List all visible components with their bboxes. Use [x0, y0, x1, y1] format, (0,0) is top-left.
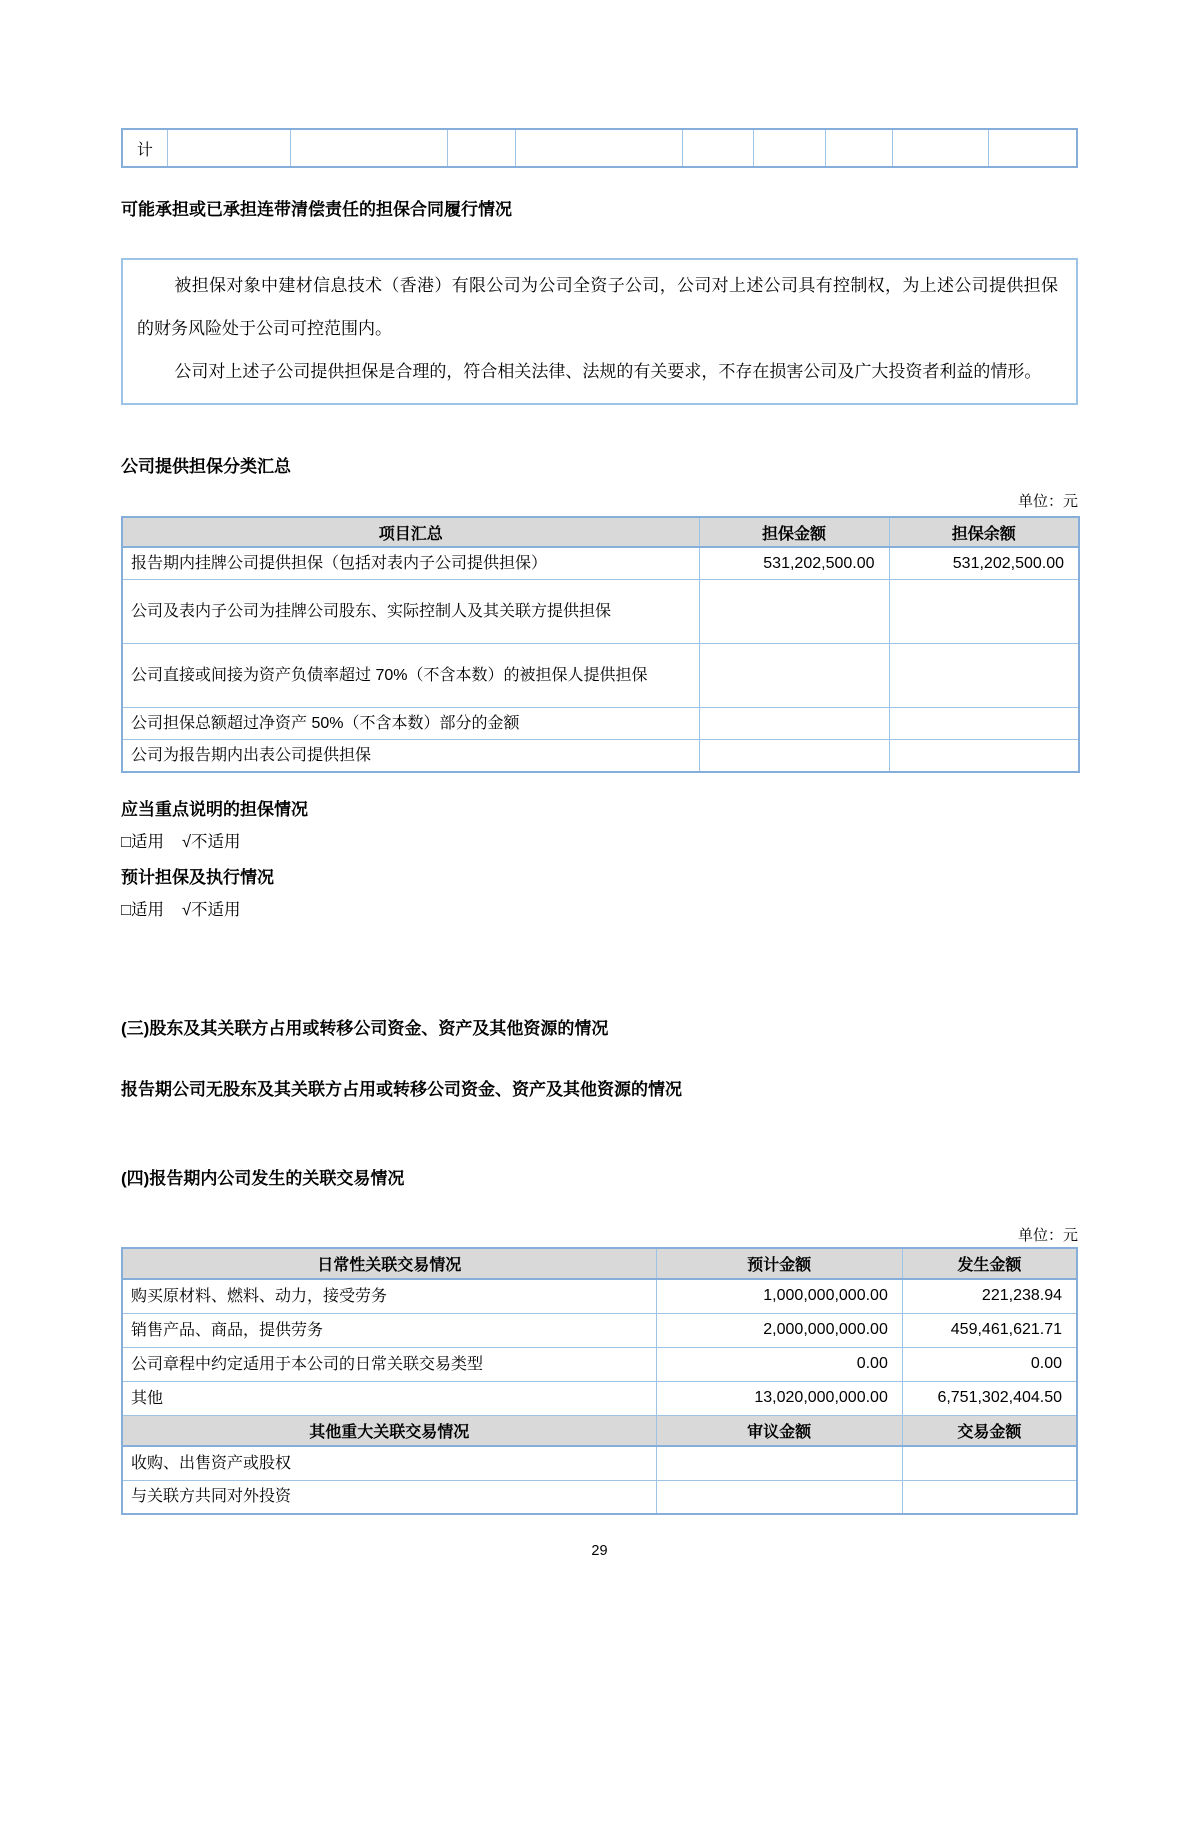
checkbox-applicable: □适用: [121, 833, 164, 851]
amount-cell: [699, 644, 889, 708]
section-heading-guarantee-contract: 可能承担或已承担连带清偿责任的担保合同履行情况: [121, 200, 512, 219]
checkbox-applicable: □适用: [121, 901, 164, 919]
expected-amount-cell: 1,000,000,000.00: [656, 1279, 902, 1313]
empty-cell: [167, 129, 291, 167]
table-row: [122, 580, 1079, 644]
item-cell: 公司担保总额超过净资产 50%（不含本数）部分的金额: [122, 708, 699, 740]
reviewed-amount-cell: [656, 1446, 902, 1480]
page-number: 29: [591, 1543, 608, 1559]
guarantee-statement-block: [121, 258, 1078, 405]
column-header: 担保金额: [699, 517, 889, 547]
actual-amount-cell: 459,461,621.71: [902, 1313, 1077, 1347]
applicability-options: [121, 899, 1078, 921]
column-header: 项目汇总: [122, 517, 699, 547]
expected-amount-cell: 0.00: [656, 1347, 902, 1381]
unit-label: 单位：元: [1017, 1227, 1078, 1244]
related-transactions-table: [121, 1247, 1078, 1515]
column-header: 审议金额: [656, 1415, 902, 1446]
table-row: [122, 1313, 1077, 1347]
item-cell: 收购、出售资产或股权: [122, 1446, 656, 1480]
amount-cell: [699, 580, 889, 644]
table-row: [122, 644, 1079, 708]
empty-cell: [515, 129, 683, 167]
applicability-options: [121, 831, 1078, 853]
empty-cell: [291, 129, 448, 167]
item-cell: 公司及表内子公司为挂牌公司股东、实际控制人及其关联方提供担保: [122, 580, 699, 644]
item-cell: 其他: [122, 1381, 656, 1415]
empty-cell: [683, 129, 753, 167]
empty-cell: [448, 129, 515, 167]
amount-cell: [699, 708, 889, 740]
table-row: [122, 1347, 1077, 1381]
amount-cell: [699, 740, 889, 773]
section-three-body: 报告期公司无股东及其关联方占用或转移公司资金、资产及其他资源的情况: [121, 1080, 682, 1099]
table-row: [122, 1381, 1077, 1415]
empty-cell: [893, 129, 989, 167]
table-header-row: [122, 1248, 1077, 1279]
actual-amount-cell: 6,751,302,404.50: [902, 1381, 1077, 1415]
table-row: [122, 740, 1079, 773]
document-page: [0, 128, 1200, 1559]
table-row: [122, 1279, 1077, 1313]
item-cell: 公司直接或间接为资产负债率超过 70%（不含本数）的被担保人提供担保: [122, 644, 699, 708]
table-row: [122, 708, 1079, 740]
expected-amount-cell: 13,020,000,000.00: [656, 1381, 902, 1415]
table-header-row: [122, 1415, 1077, 1446]
balance-cell: 531,202,500.00: [889, 547, 1079, 580]
section-heading-three: (三)股东及其关联方占用或转移公司资金、资产及其他资源的情况: [121, 1019, 609, 1038]
heading-important-guarantee: 应当重点说明的担保情况: [121, 800, 308, 819]
table-row: [122, 547, 1079, 580]
amount-cell: 531,202,500.00: [699, 547, 889, 580]
column-header: 其他重大关联交易情况: [122, 1415, 656, 1446]
reviewed-amount-cell: [656, 1480, 902, 1514]
checkbox-not-applicable: √不适用: [181, 833, 241, 851]
expected-amount-cell: 2,000,000,000.00: [656, 1313, 902, 1347]
transaction-amount-cell: [902, 1446, 1077, 1480]
item-cell: 报告期内挂牌公司提供担保（包括对表内子公司提供担保）: [122, 547, 699, 580]
statement-paragraph: 被担保对象中建材信息技术（香港）有限公司为公司全资子公司，公司对上述公司具有控制权，为上述公司提供担保的财务风险处于公司可控范围内。: [137, 276, 1058, 338]
empty-cell: [826, 129, 893, 167]
balance-cell: [889, 644, 1079, 708]
table-row: [122, 1480, 1077, 1514]
table-header-row: [122, 517, 1079, 547]
actual-amount-cell: 0.00: [902, 1347, 1077, 1381]
guarantee-summary-table: [121, 516, 1080, 773]
item-cell: 公司为报告期内出表公司提供担保: [122, 740, 699, 773]
item-cell: 销售产品、商品，提供劳务: [122, 1313, 656, 1347]
column-header: 交易金额: [902, 1415, 1077, 1446]
section-heading-four: (四)报告期内公司发生的关联交易情况: [121, 1169, 405, 1188]
table-row: [122, 1446, 1077, 1480]
balance-cell: [889, 580, 1079, 644]
item-cell: 与关联方共同对外投资: [122, 1480, 656, 1514]
section-heading-guarantee-summary: 公司提供担保分类汇总: [121, 457, 291, 476]
table-row: [122, 129, 1077, 167]
item-cell: 公司章程中约定适用于本公司的日常关联交易类型: [122, 1347, 656, 1381]
column-header: 担保余额: [889, 517, 1079, 547]
item-cell: 购买原材料、燃料、动力，接受劳务: [122, 1279, 656, 1313]
empty-cell: [988, 129, 1077, 167]
heading-expected-guarantee: 预计担保及执行情况: [121, 868, 274, 887]
balance-cell: [889, 708, 1079, 740]
balance-cell: [889, 740, 1079, 773]
transaction-amount-cell: [902, 1480, 1077, 1514]
column-header: 发生金额: [902, 1248, 1077, 1279]
carryover-table: [121, 128, 1078, 168]
checkbox-not-applicable: √不适用: [181, 901, 241, 919]
actual-amount-cell: 221,238.94: [902, 1279, 1077, 1313]
empty-cell: [753, 129, 825, 167]
unit-label: 单位：元: [1017, 493, 1078, 510]
statement-paragraph: 公司对上述子公司提供担保是合理的，符合相关法律、法规的有关要求，不存在损害公司及广大投资者利益的情形。: [174, 362, 1042, 381]
column-header: 预计金额: [656, 1248, 902, 1279]
carryover-total-cell: 计: [122, 129, 167, 167]
column-header: 日常性关联交易情况: [122, 1248, 656, 1279]
